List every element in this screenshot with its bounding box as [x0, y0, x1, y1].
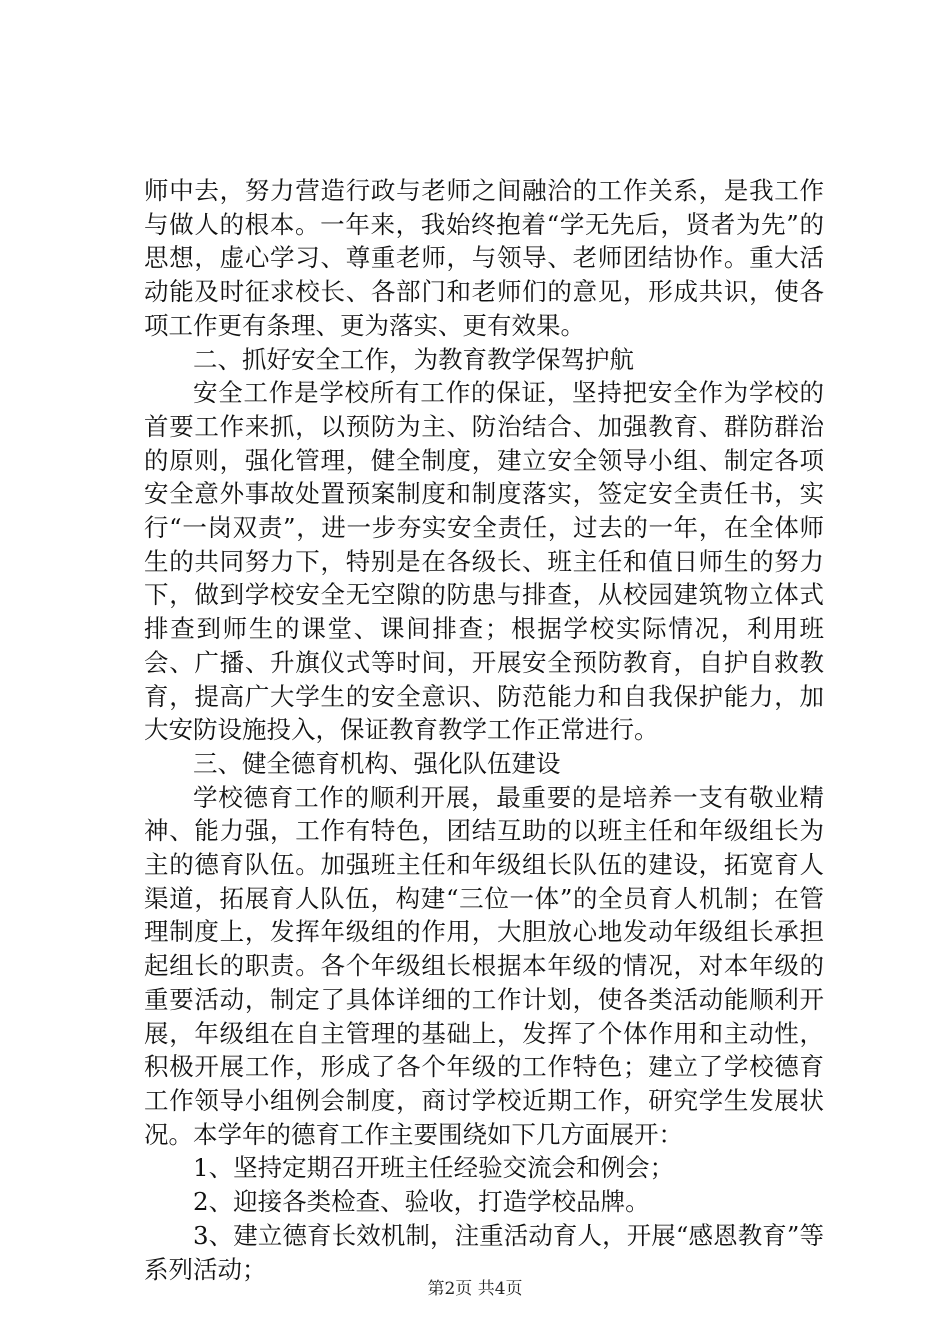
document-body	[144, 174, 824, 1286]
paragraph-moral-education: 学校德育工作的顺利开展，最重要的是培养一支有敬业精神、能力强，工作有特色，团结互助的以班主任和年级组长为主的德育队伍。加强班主任和年级组长队伍的建设，拓宽育人渠道，拓展育人队伍，构建“三位一体”的全员育人机制；在管理制度上，发挥年级组的作用，大胆放心地发动年级组长承担起组长的职责。各个年级组长根据本年级的情况，对本年级的重要活动，制定了具体详细的工作计划，使各类活动能顺利开展，年级组在自主管理的基础上，发挥了个体作用和主动性，积极开展工作，形成了各个年级的工作特色；建立了学校德育工作领导小组例会制度，商讨学校近期工作，研究学生发展状况。本学年的德育工作主要围绕如下几方面展开：	[144, 782, 824, 1149]
paragraph-safety: 安全工作是学校所有工作的保证，坚持把安全作为学校的首要工作来抓，以预防为主、防治结合、加强教育、群防群治的原则，强化管理，健全制度，建立安全领导小组、制定各项安全意外事故处置预案制度和制度落实，签定安全责任书，实行“一岗双责”，进一步夯实安全责任，过去的一年，在全体师生的共同努力下，特别是在各级长、班主任和值日师生的努力下，做到学校安全无空隙的防患与排查，从校园建筑物立体式排查到师生的课堂、课间排查；根据学校实际情况，利用班会、广播、升旗仪式等时间，开展安全预防教育，自护自救教育，提高广大学生的安全意识、防范能力和自我保护能力，加大安防设施投入，保证教育教学工作正常进行。	[144, 378, 824, 745]
list-item-3: 3、建立德育长效机制，注重活动育人，开展“感恩教育”等系列活动；	[144, 1220, 824, 1284]
section-heading-safety: 二、抓好安全工作，为教育教学保驾护航	[193, 344, 634, 374]
paragraph-continuation: 师中去，努力营造行政与老师之间融洽的工作关系，是我工作与做人的根本。一年来，我始终抱着“学无先后，贤者为先”的思想，虚心学习、尊重老师，与领导、老师团结协作。重大活动能及时征求校长、各部门和老师们的意见，形成共识，使各项工作更有条理、更为落实、更有效果。	[144, 176, 824, 340]
list-item-1: 1、坚持定期召开班主任经验交流会和例会；	[193, 1153, 675, 1183]
list-item-2: 2、迎接各类检查、验收，打造学校品牌。	[193, 1187, 650, 1217]
page-number-footer: 第2页 共4页	[427, 1279, 523, 1299]
section-heading-moral-education: 三、健全德育机构、强化队伍建设	[193, 748, 561, 778]
